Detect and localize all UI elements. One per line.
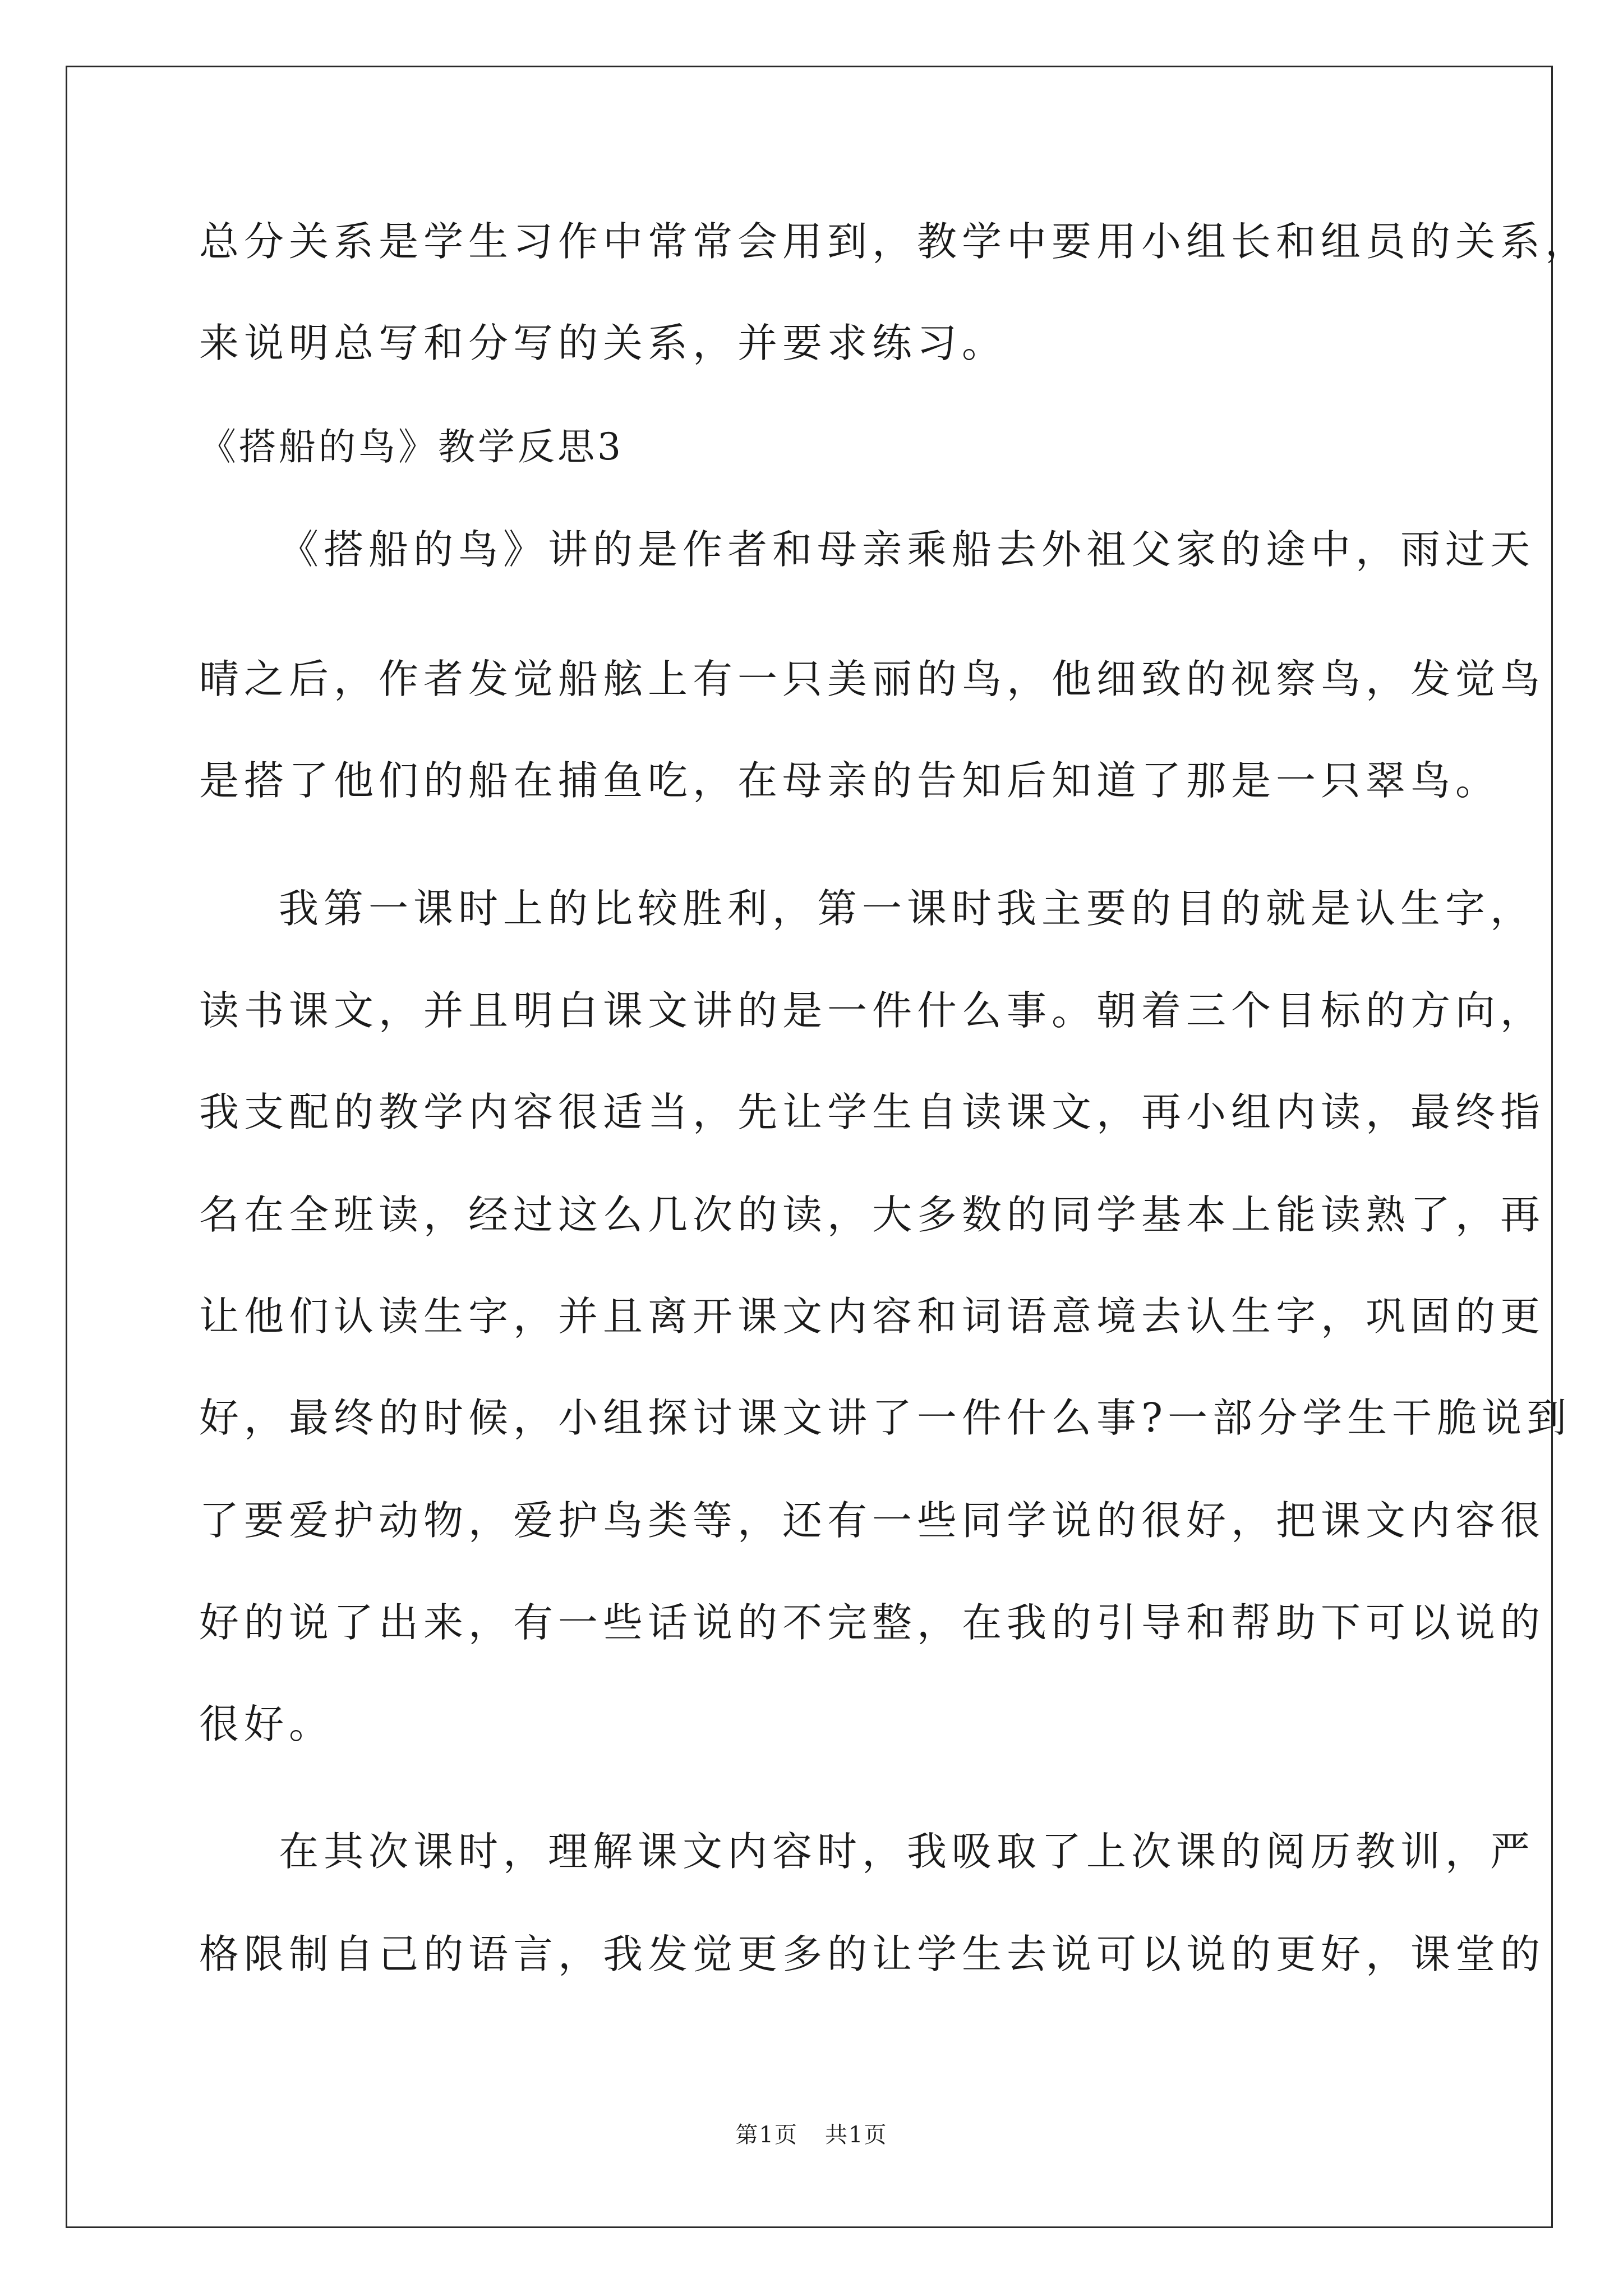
paragraph-line: 了要爱护动物，爱护鸟类等，还有一些同学说的很好，把课文内容很	[199, 1497, 1546, 1544]
page-total: 共1页	[825, 2122, 888, 2148]
paragraph-line: 格限制自己的语言，我发觉更多的让学生去说可以说的更好，课堂的	[199, 1931, 1546, 1977]
paragraph-line: 好，最终的时候，小组探讨课文讲了一件什么事?一部分学生干脆说到	[199, 1395, 1572, 1441]
paragraph-line: 让他们认读生字，并且离开课文内容和词语意境去认生字，巩固的更	[199, 1293, 1546, 1340]
paragraph-line: 我支配的教学内容很适当，先让学生自读课文，再小组内读，最终指	[199, 1089, 1546, 1135]
page-border	[66, 66, 1553, 2228]
paragraph-line: 《搭船的鸟》讲的是作者和母亲乘船去外祖父家的途中，雨过天	[279, 526, 1536, 573]
paragraph-line: 我第一课时上的比较胜利，第一课时我主要的目的就是认生字，	[279, 885, 1536, 932]
paragraph-line: 名在全班读，经过这么几次的读，大多数的同学基本上能读熟了，再	[199, 1191, 1546, 1238]
paragraph-line: 总分关系是学生习作中常常会用到，教学中要用小组长和组员的关系，	[199, 218, 1590, 265]
paragraph-line: 读书课文，并且明白课文讲的是一件什么事。朝着三个目标的方向，	[199, 987, 1546, 1034]
paragraph-line: 在其次课时，理解课文内容时，我吸取了上次课的阅历教训，严	[279, 1828, 1536, 1875]
paragraph-line: 来说明总写和分写的关系，并要求练习。	[199, 320, 1007, 366]
paragraph-line: 晴之后，作者发觉船舷上有一只美丽的鸟，他细致的视察鸟，发觉鸟	[199, 656, 1546, 702]
paragraph-line: 很好。	[199, 1701, 334, 1747]
paragraph-line: 好的说了出来，有一些话说的不完整，在我的引导和帮助下可以说的	[199, 1599, 1546, 1646]
paragraph-line: 是搭了他们的船在捕鱼吃，在母亲的告知后知道了那是一只翠鸟。	[199, 757, 1501, 804]
page-footer	[0, 2119, 1623, 2151]
page-number: 第1页	[735, 2122, 798, 2148]
section-heading: 《搭船的鸟》教学反思3	[199, 425, 624, 468]
